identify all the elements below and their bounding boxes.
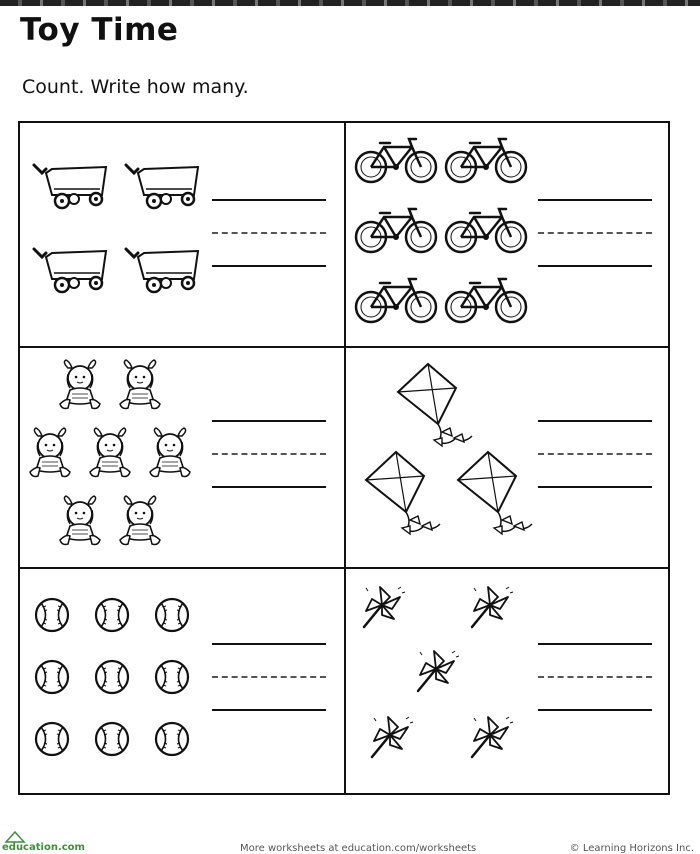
ball-icon: [156, 723, 188, 755]
ball-icon: [96, 723, 128, 755]
answer-base-line: [538, 265, 652, 267]
answer-lines[interactable]: [212, 199, 326, 269]
doll-icon: [90, 428, 130, 477]
ball-icon: [156, 661, 188, 693]
answer-mid-dashed-line: [538, 232, 652, 234]
bicycle-icon: [356, 139, 436, 182]
bicycle-icon: [356, 279, 436, 322]
answer-lines[interactable]: [212, 643, 326, 713]
answer-mid-dashed-line: [538, 676, 652, 678]
answer-lines[interactable]: [212, 420, 326, 490]
counting-grid: [18, 121, 670, 795]
kite-icon: [366, 452, 440, 534]
wagon-icon: [126, 249, 198, 292]
panel-pinwheels: [346, 569, 670, 793]
pinwheel-icon: [472, 587, 513, 627]
ball-icon: [156, 599, 188, 631]
doll-icon: [60, 360, 100, 409]
ball-icon: [96, 661, 128, 693]
answer-mid-dashed-line: [212, 676, 326, 678]
pinwheel-icon-group: [346, 569, 546, 789]
answer-base-line: [212, 265, 326, 267]
answer-top-line: [212, 420, 326, 422]
answer-top-line: [538, 199, 652, 201]
answer-base-line: [538, 709, 652, 711]
bicycle-icon: [446, 279, 526, 322]
footer-copyright: © Learning Horizons Inc.: [569, 843, 694, 854]
kite-icon-group: [346, 348, 546, 568]
pinwheel-icon: [418, 651, 459, 691]
page-footer: [0, 830, 700, 854]
answer-base-line: [538, 486, 652, 488]
wagon-icon: [126, 165, 198, 208]
pinwheel-icon: [372, 717, 413, 757]
kite-icon: [398, 364, 472, 446]
ball-icon: [96, 599, 128, 631]
answer-top-line: [538, 643, 652, 645]
top-border-strip: [0, 0, 700, 6]
answer-mid-dashed-line: [538, 453, 652, 455]
answer-lines[interactable]: [538, 420, 652, 490]
answer-mid-dashed-line: [212, 232, 326, 234]
ball-icon: [36, 599, 68, 631]
footer-more-worksheets-link[interactable]: More worksheets at education.com/worksheets: [240, 843, 477, 854]
doll-icon: [120, 496, 160, 545]
answer-mid-dashed-line: [212, 453, 326, 455]
answer-top-line: [538, 420, 652, 422]
answer-base-line: [212, 486, 326, 488]
ball-icon-group: [20, 569, 220, 789]
panel-bicycles: [346, 123, 670, 348]
doll-icon-group: [20, 348, 220, 568]
doll-icon: [60, 496, 100, 545]
pinwheel-icon: [364, 587, 405, 627]
ball-icon: [36, 661, 68, 693]
panel-kites: [346, 348, 670, 569]
worksheet-title: Toy Time: [20, 12, 179, 48]
wagon-icon-group: [20, 123, 220, 323]
kite-icon: [458, 452, 532, 534]
answer-top-line: [212, 199, 326, 201]
wagon-icon: [34, 249, 106, 292]
bicycle-icon: [356, 209, 436, 252]
panel-wagons: [20, 123, 346, 348]
bicycle-icon: [446, 209, 526, 252]
answer-lines[interactable]: [538, 199, 652, 269]
worksheet-instructions: Count. Write how many.: [22, 76, 249, 98]
pinwheel-icon: [472, 717, 513, 757]
doll-icon: [30, 428, 70, 477]
answer-lines[interactable]: [538, 643, 652, 713]
doll-icon: [150, 428, 190, 477]
footer-brand[interactable]: education.com: [2, 842, 85, 853]
wagon-icon: [34, 165, 106, 208]
panel-dolls: [20, 348, 346, 569]
answer-top-line: [212, 643, 326, 645]
doll-icon: [120, 360, 160, 409]
answer-base-line: [212, 709, 326, 711]
bicycle-icon-group: [346, 123, 546, 343]
panel-balls: [20, 569, 346, 793]
ball-icon: [36, 723, 68, 755]
bicycle-icon: [446, 139, 526, 182]
